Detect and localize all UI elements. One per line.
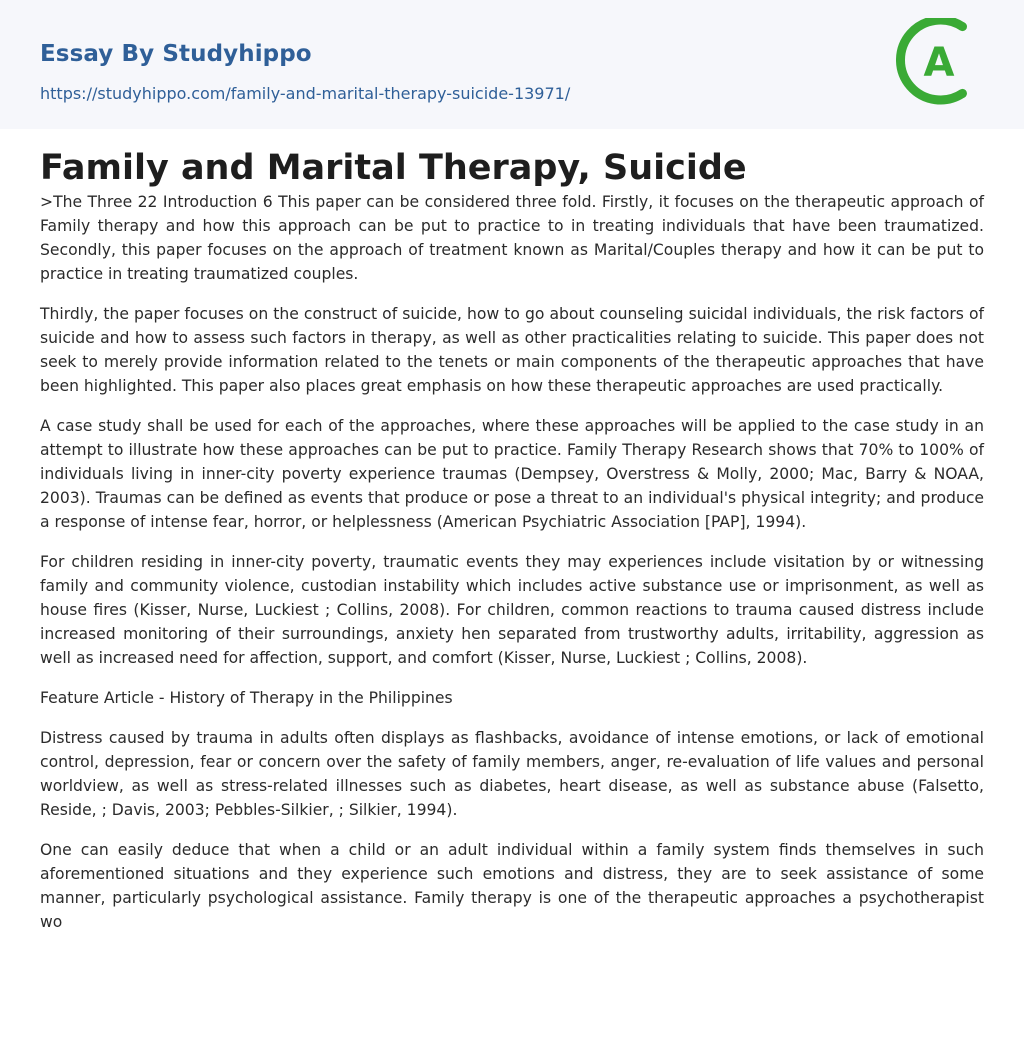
essay-content xyxy=(0,129,1024,934)
essay-paragraph: One can easily deduce that when a child or an adult individual within a family system finds themselves in such aforementioned situations and they experience such emotions and distress, they are to seek assistance of some manner, particularly psychological assistance. Family therapy is one of the therapeutic approaches a psychotherapist wo xyxy=(40,841,984,931)
essay-url-link[interactable]: https://studyhippo.com/family-and-marital-therapy-suicide-13971/ xyxy=(40,84,571,103)
essay-paragraph: Thirdly, the paper focuses on the construct of suicide, how to go about counseling suicidal individuals, the risk factors of suicide and how to assess such factors in therapy, as well as other practicalities relating to suicide. This paper does not seek to merely provide information related to the tenets or main components of the therapeutic approaches that have been highlighted. This paper also places great emphasis on how these therapeutic approaches are used practically. xyxy=(40,305,984,395)
page-header xyxy=(0,0,1024,129)
essay-paragraph: Distress caused by trauma in adults often displays as flashbacks, avoidance of intense emotions, or lack of emotional control, depression, fear or concern over the safety of family members, anger, re-evaluation of life values and personal worldview, as well as stress-related illnesses such as diabetes, heart disease, as well as substance abuse (Falsetto, Reside, ; Davis, 2003; Pebbles-Silkier, ; Silkier, 1994). xyxy=(40,729,984,819)
site-brand[interactable]: Essay By Studyhippo xyxy=(40,41,312,67)
feature-article-link[interactable]: Feature Article - History of Therapy in the Philippines xyxy=(40,689,453,707)
studyhippo-logo-icon[interactable] xyxy=(896,18,988,110)
essay-paragraph: For children residing in inner-city poverty, traumatic events they may experiences include visitation by or witnessing family and community violence, custodian instability which includes active substance use or imprisonment, as well as house fires (Kisser, Nurse, Luckiest ; Collins, 2008). For children, common reactions to trauma caused distress include increased monitoring of their surroundings, anxiety hen separated from trustworthy adults, irritability, aggression as well as increased need for affection, support, and comfort (Kisser, Nurse, Luckiest ; Collins, 2008). xyxy=(40,553,984,667)
essay-paragraph: >The Three 22 Introduction 6 This paper can be considered three fold. Firstly, it focuses on the therapeutic approach of Family therapy and how this approach can be put to practice to in treating individuals that have been traumatized. Secondly, this paper focuses on the approach of treatment known as Marital/Couples therapy and how it can be put to practice in treating traumatized couples. xyxy=(40,193,984,283)
essay-paragraph: A case study shall be used for each of the approaches, where these approaches will be applied to the case study in an attempt to illustrate how these approaches can be put to practice. Family Therapy Research shows that 70% to 100% of individuals living in inner-city poverty experience traumas (Dempsey, Overstress & Molly, 2000; Mac, Barry & NOAA, 2003). Traumas can be defined as events that produce or pose a threat to an individual's physical integrity; and produce a response of intense fear, horror, or helplessness (American Psychiatric Association [PAP], 1994). xyxy=(40,417,984,531)
page-title: Family and Marital Therapy, Suicide xyxy=(40,148,747,188)
logo-letter: A xyxy=(923,40,955,86)
